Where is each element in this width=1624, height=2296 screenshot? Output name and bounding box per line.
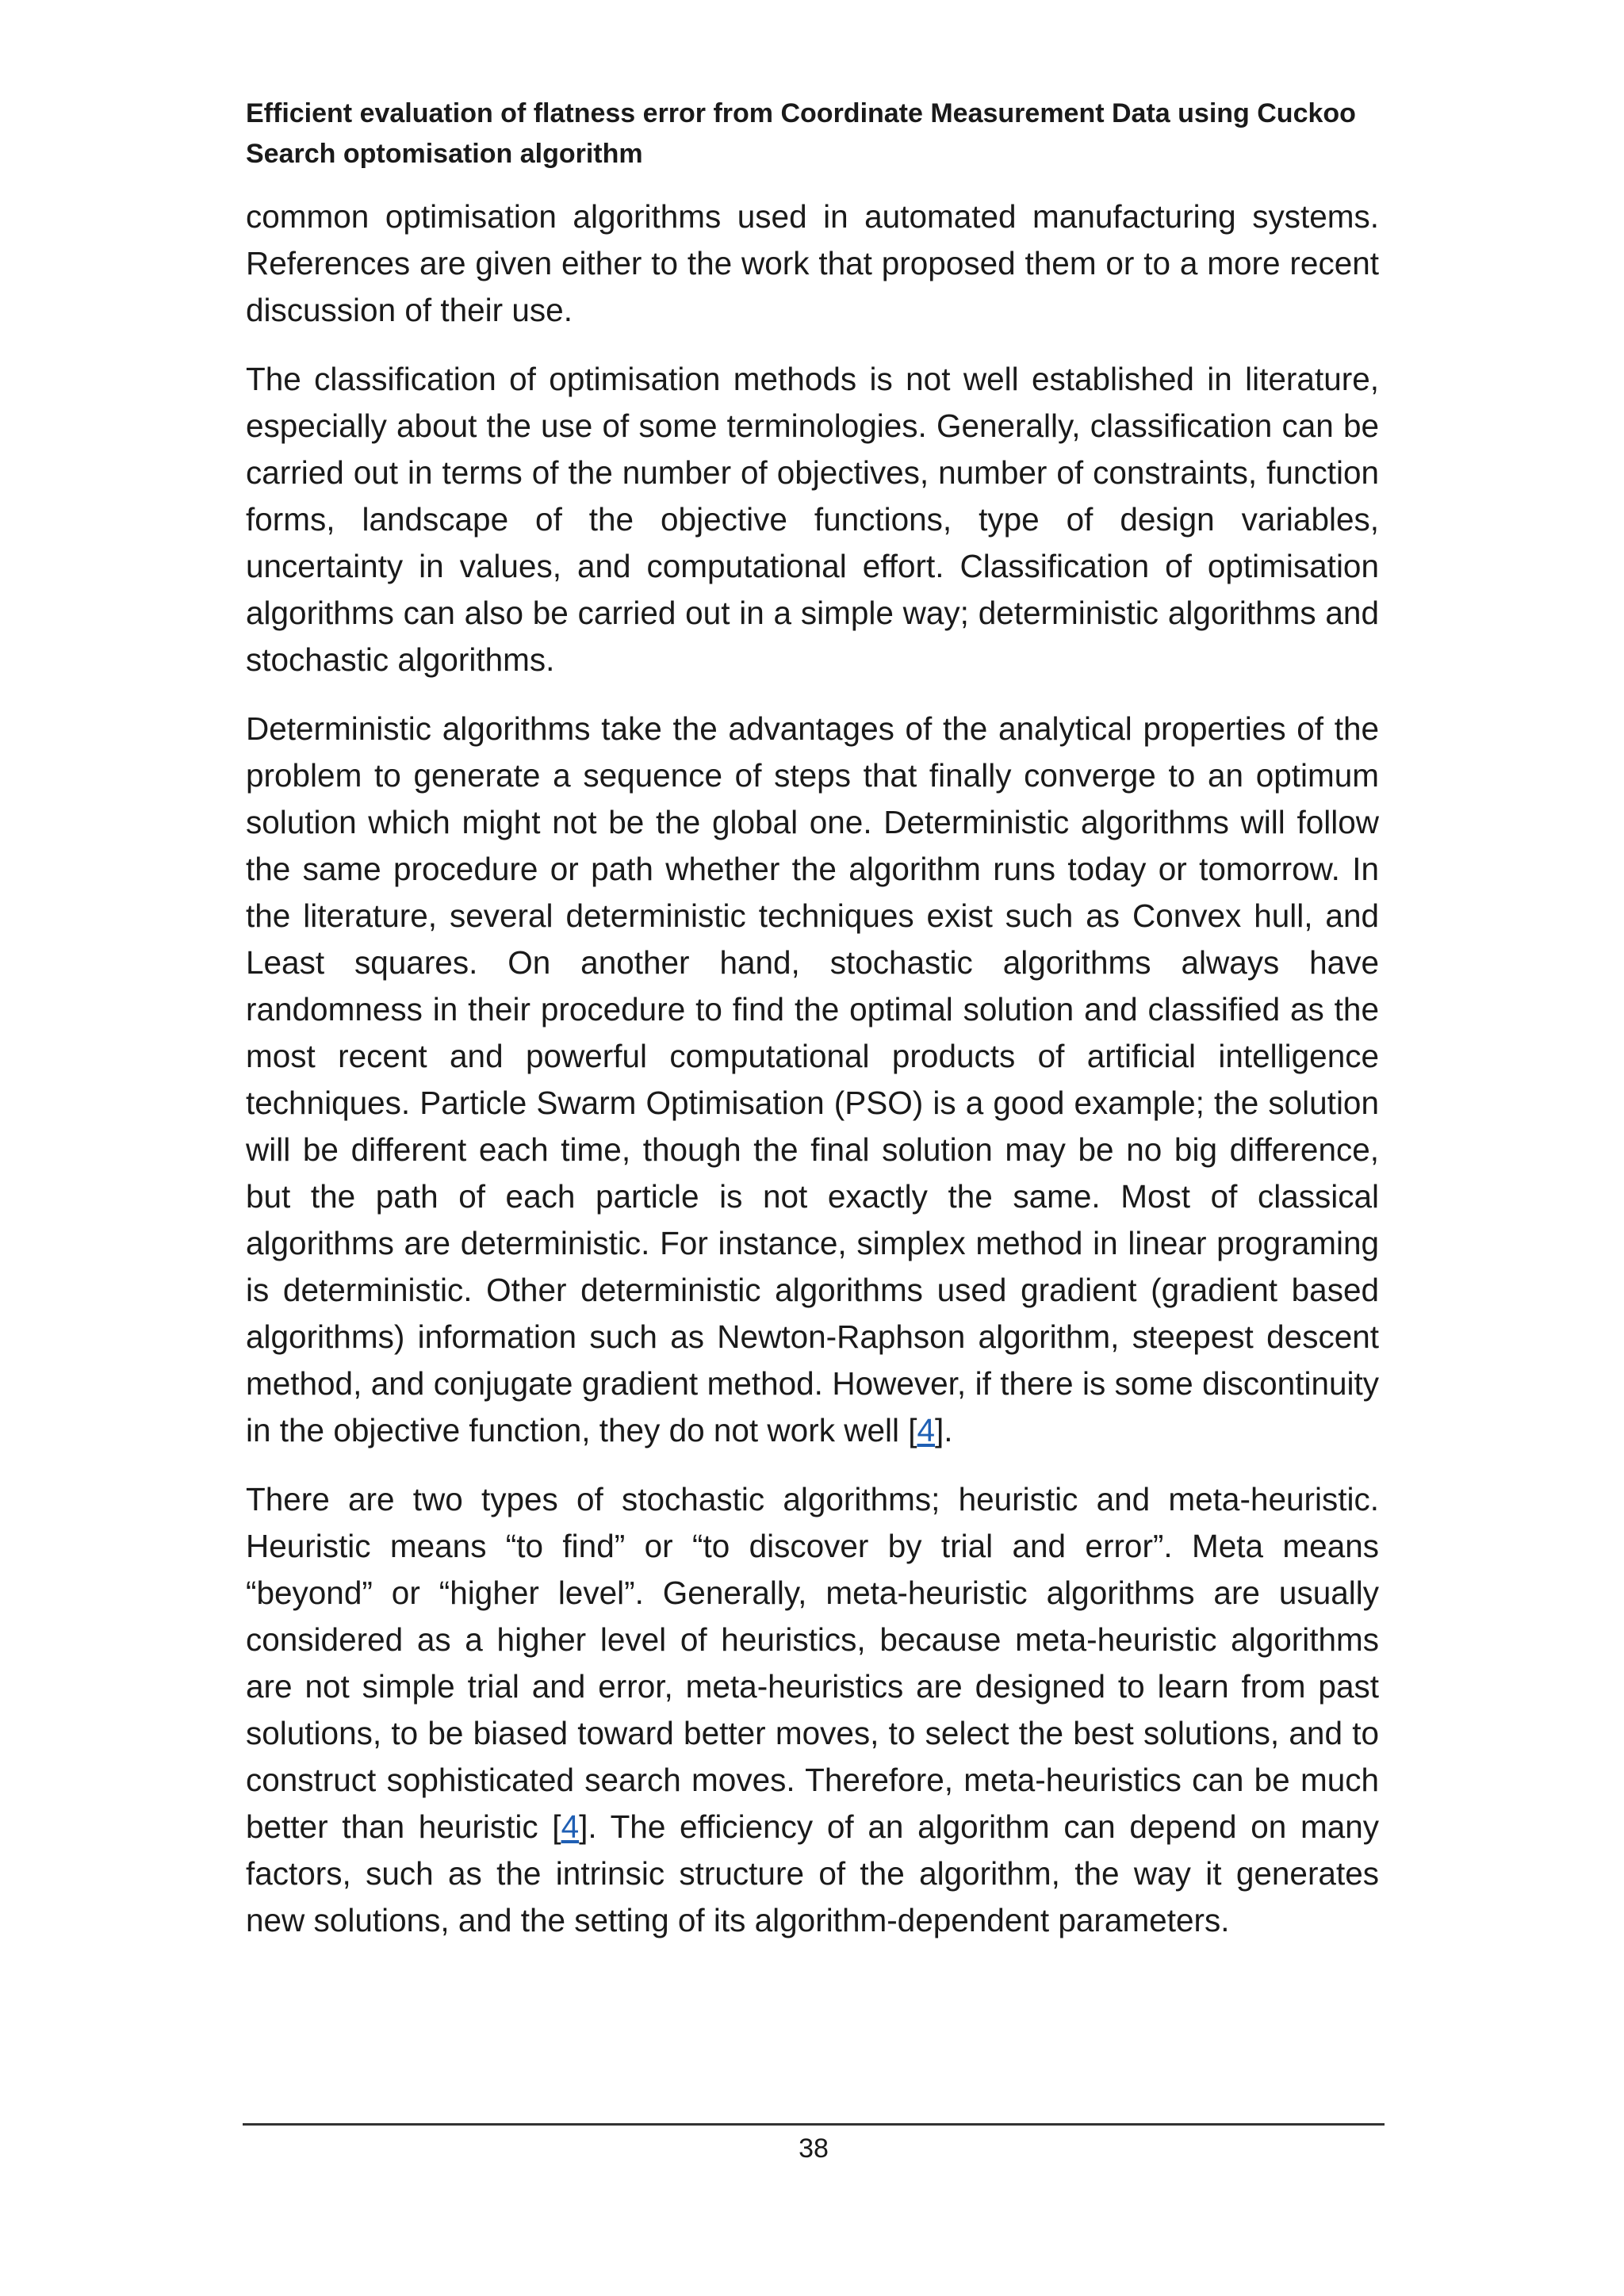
footer-divider xyxy=(243,2123,1385,2126)
paragraph-text-tail: ]. xyxy=(935,1412,953,1448)
paragraph-classification xyxy=(246,356,1379,683)
paragraph-text: There are two types of stochastic algorithms; heuristic and meta-heuristic. Heuristic means “to find” or “to discover by trial and error”. Meta means “beyond” or “higher level”. Generally, meta-heuristic algorithms are usually considered as a higher level of heuristics, because meta-heuristic algorithms are not simple trial and error, meta-heuristics are designed to learn from past solutions, to be biased toward better moves, to select the best solutions, and to construct sophisticated search moves. Therefore, meta-heuristics can be much better than heuristic [ xyxy=(246,1481,1379,1845)
paragraph-text-tail: ]. The efficiency of an algorithm can depend on many factors, such as the intrinsic structure of the algorithm, the way it generates new solutions, and the setting of its algorithm-dependent parameters. xyxy=(246,1808,1379,1938)
body-text xyxy=(246,193,1379,1966)
page-number: 38 xyxy=(799,2133,829,2164)
paragraph-deterministic xyxy=(246,706,1379,1454)
paragraph-text: Deterministic algorithms take the advantages of the analytical properties of the problem to generate a sequence of steps that finally converge to an optimum solution which might not be the global one. Deterministic algorithms will follow the same procedure or path whether the algorithm runs today or tomorrow. In the literature, several deterministic techniques exist such as Convex hull, and Least squares. On another hand, stochastic algorithms always have randomness in their procedure to find the optimal solution and classified as the most recent and powerful computational products of artificial intelligence techniques. Particle Swarm Optimisation (PSO) is a good example; the solution will be different each time, though the final solution may be no big difference, but the path of each particle is not exactly the same. Most of classical algorithms are deterministic. For instance, simplex method in linear programing is deterministic. Other deterministic algorithms used gradient (gradient based algorithms) information such as Newton-Raphson algorithm, steepest descent method, and conjugate gradient method. However, if there is some discontinuity in the objective function, they do not work well [ xyxy=(246,710,1379,1448)
running-header: Efficient evaluation of flatness error from Coordinate Measurement Data using Cuckoo Search optomisation algorithm xyxy=(246,98,1356,169)
citation-link[interactable]: 4 xyxy=(917,1412,935,1448)
paragraph-stochastic xyxy=(246,1476,1379,1944)
citation-link[interactable]: 4 xyxy=(561,1808,580,1845)
paragraph-text: The classification of optimisation methods is not well established in literature, especially about the use of some terminologies. Generally, classification can be carried out in terms of the number of objectives, number of constraints, function forms, landscape of the objective functions, type of design variables, uncertainty in values, and computational effort. Classification of optimisation algorithms can also be carried out in a simple way; deterministic algorithms and stochastic algorithms. xyxy=(246,361,1379,678)
paragraph-text: common optimisation algorithms used in automated manufacturing systems. References are given either to the work that proposed them or to a more recent discussion of their use. xyxy=(246,198,1379,328)
paragraph-intro-continuation xyxy=(246,193,1379,334)
